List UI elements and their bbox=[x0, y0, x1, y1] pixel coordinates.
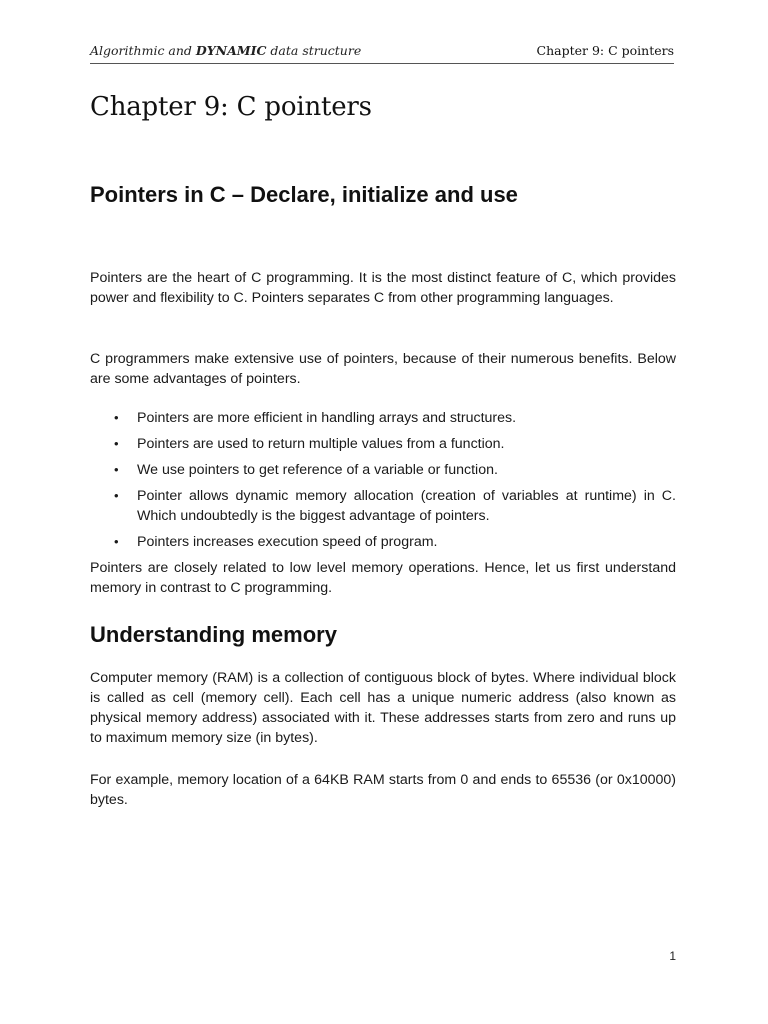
list-item-text: Pointers are more efficient in handling arrays and structures. bbox=[137, 410, 517, 426]
header-book-title bbox=[90, 43, 361, 58]
list-item bbox=[90, 434, 676, 454]
paragraph-ram: Computer memory (RAM) is a collection of contiguous block of bytes. Where individual block is called as cell (memory cell). Each cell has a unique numeric address (also known as physical memory address) associated with it. These addresses starts from zero and runs up to maximum memory size (in bytes). bbox=[90, 670, 676, 746]
advantages-list bbox=[90, 408, 676, 558]
bullet-icon: • bbox=[114, 534, 119, 549]
list-item-text: We use pointers to get reference of a variable or function. bbox=[137, 462, 498, 478]
bullet-icon: • bbox=[114, 410, 119, 425]
bullet-icon: • bbox=[114, 436, 119, 451]
list-item-text: Pointers are used to return multiple values from a function. bbox=[137, 436, 505, 452]
header-book-title-prefix: Algorithmic and bbox=[90, 43, 196, 58]
list-item-text: Pointer allows dynamic memory allocation (creation of variables at runtime) in C. Which undoubtedly is the biggest advantage of pointers. bbox=[137, 488, 676, 524]
list-item bbox=[90, 532, 676, 552]
bullet-icon: • bbox=[114, 488, 119, 503]
paragraph-advantages-intro: C programmers make extensive use of pointers, because of their numerous benefits. Below are some advantages of pointers. bbox=[90, 351, 676, 387]
paragraph-example: For example, memory location of a 64KB RAM starts from 0 and ends to 65536 (or 0x10000) bytes. bbox=[90, 772, 676, 808]
list-item bbox=[90, 486, 676, 526]
paragraph-memory-transition: Pointers are closely related to low level memory operations. Hence, let us first understand memory in contrast to C programming. bbox=[90, 560, 676, 596]
paragraph-intro: Pointers are the heart of C programming. It is the most distinct feature of C, which provides power and flexibility to C. Pointers separates C from other programming languages. bbox=[90, 270, 676, 306]
list-item bbox=[90, 408, 676, 428]
page-number: 1 bbox=[669, 949, 676, 963]
section-heading-memory: Understanding memory bbox=[90, 622, 337, 647]
header-book-title-suffix: data structure bbox=[266, 43, 362, 58]
running-header bbox=[90, 43, 674, 64]
list-item bbox=[90, 460, 676, 480]
header-book-title-bold: DYNAMIC bbox=[195, 43, 267, 58]
list-item-text: Pointers increases execution speed of program. bbox=[137, 534, 438, 550]
bullet-icon: • bbox=[114, 462, 119, 477]
section-heading-pointers: Pointers in C – Declare, initialize and use bbox=[90, 182, 518, 207]
header-chapter-label: Chapter 9: C pointers bbox=[536, 43, 674, 58]
chapter-title: Chapter 9: C pointers bbox=[90, 92, 372, 122]
